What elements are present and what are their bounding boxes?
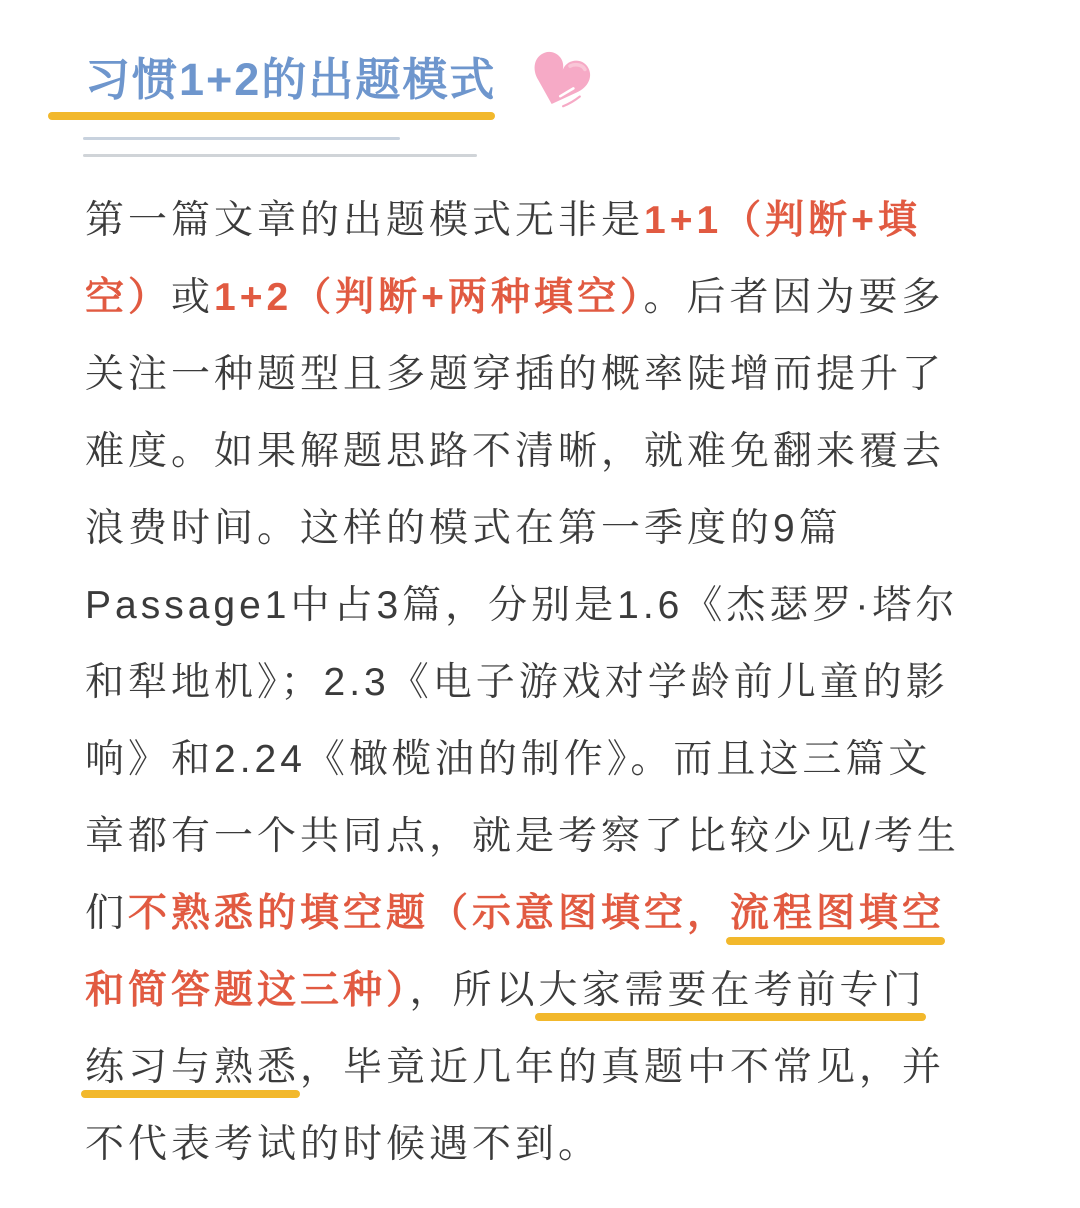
text-line: [85, 413, 1000, 490]
text-line: [85, 644, 1000, 721]
title-underline: [48, 112, 495, 120]
text-line: [85, 1106, 1000, 1183]
text-segment: 空）: [85, 276, 172, 319]
text-segment: 1+1（判断+填: [644, 199, 921, 242]
text-line: [85, 875, 1000, 952]
text-line: [85, 952, 1000, 1029]
text-line: [85, 336, 1000, 413]
text-line: [85, 1029, 1000, 1106]
text-segment: 或: [171, 276, 215, 319]
heart-icon: [512, 35, 606, 134]
text-segment: 浪费时间。这样的模式在第一季度的9篇: [85, 507, 842, 550]
text-segment: 和犁地机》；2.3《电子游戏对学龄前儿童的影: [85, 661, 949, 704]
text-segment: 不熟悉的填空题（示意图填空，: [128, 892, 731, 935]
text-segment: 关注一种题型且多题穿插的概率陡增而提升了: [85, 353, 946, 396]
text-line: [85, 721, 1000, 798]
text-segment: ，毕竟近几年的真题中不常见，并: [300, 1046, 946, 1089]
page-title: 习惯1+2的出题模式: [85, 54, 497, 105]
text-line: [85, 567, 1000, 644]
text-segment: 不代表考试的时候遇不到。: [85, 1123, 602, 1166]
text-segment: 难度。如果解题思路不清晰，就难免翻来覆去: [85, 430, 946, 473]
text-line: [85, 490, 1000, 567]
text-segment: ，所以: [409, 969, 539, 1012]
article-body: [85, 182, 1000, 1183]
text-segment: 们: [85, 892, 129, 935]
text-segment: 。后者因为要多: [643, 276, 945, 319]
text-line: [85, 798, 1000, 875]
text-segment: 流程图填空: [730, 892, 946, 935]
text-segment: 第一篇文章的出题模式无非是: [85, 199, 645, 242]
text-segment: 练习与熟悉: [85, 1046, 301, 1089]
text-segment: Passage1中占3篇，分别是1.6《杰瑟罗·塔尔: [85, 584, 959, 627]
text-segment: 章都有一个共同点，就是考察了比较少见/考生: [85, 815, 960, 858]
divider-line-2: [83, 154, 477, 157]
text-line: [85, 182, 1000, 259]
text-segment: 1+2（判断+两种填空）: [214, 276, 644, 319]
text-segment: 响》和2.24《橄榄油的制作》。而且这三篇文: [85, 738, 932, 781]
text-segment: 和简答题这三种）: [85, 969, 410, 1012]
divider-line-1: [83, 137, 400, 140]
text-line: [85, 259, 1000, 336]
text-segment: 大家需要在考前专门: [538, 969, 926, 1012]
